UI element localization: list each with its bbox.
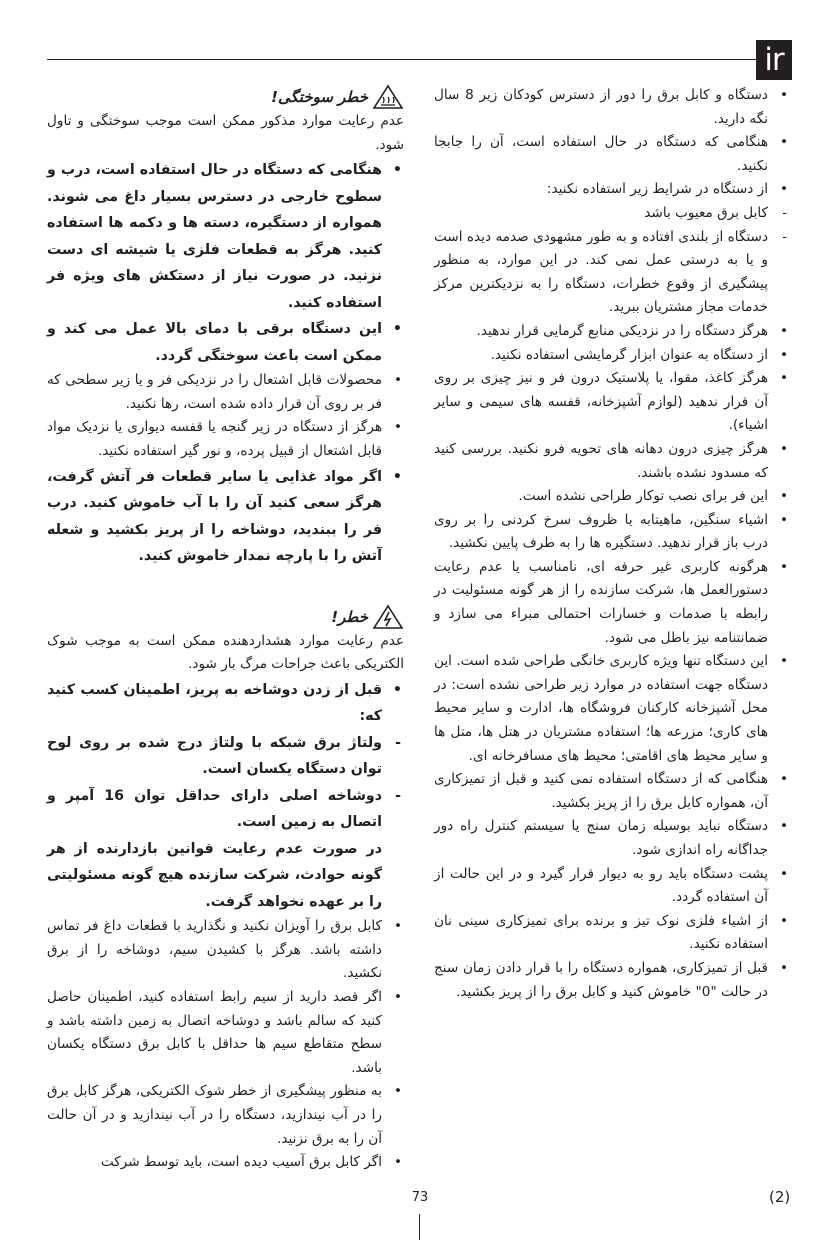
list-item: • قبل از تمیزکاری، همواره دستگاه را با قرار دادن زمان سنج در حالت "0" خاموش کنید و کابل برق را از پریز بکشید. — [434, 957, 790, 1004]
list-item: • دستگاه و کابل برق را دور از دسترس کودکان زیر 8 سال نگه دارید. — [434, 84, 790, 131]
left-column — [47, 84, 404, 1175]
burn-warning-title: خطر سوختگی! — [271, 88, 368, 106]
page-marker-line — [419, 1214, 420, 1240]
danger-warning-title: خطر! — [331, 607, 368, 626]
list-item: • محصولات قابل اشتعال را در نزدیکی فر و یا زیر سطحی که فر بر روی آن قرار داده شده است، رها نکنید. — [47, 369, 404, 416]
list-item: • این فر برای نصب توکار طراحی نشده است. — [434, 485, 790, 509]
list-item: - ولتاژ برق شبکه با ولتاژ درج شده بر روی لوح توان دستگاه یکسان است. — [47, 730, 404, 783]
right-column-list — [434, 84, 790, 1004]
right-column — [434, 84, 790, 1004]
document-code: (2) — [769, 1188, 791, 1206]
language-tab: ir — [756, 40, 792, 80]
list-item: • این دستگاه برقی با دمای بالا عمل می کند و ممکن است باعث سوختگی گردد. — [47, 316, 404, 369]
list-item: • اگر مواد غذایی یا سایر قطعات فر آتش گرفت، هرگز سعی کنید آن را با آب خاموش کنید. درب فر را ببندید، دوشاخه را از پریز بکشید و شعله آتش را با پارچه نمدار خاموش کنید. — [47, 464, 404, 570]
list-item: • از دستگاه به عنوان ابزار گرمایشی استفاده نکنید. — [434, 344, 790, 368]
list-item: • هنگامی که دستگاه در حال استفاده است، درب و سطوح خارجی در دسترس بسیار داغ می شوند. همواره از دستگیره، دسته ها و دکمه ها استفاده کنید. هرگز به قطعات فلزی یا شیشه ای دست نزنید. در صورت نیاز از دستکش های ویژه فر استفاده کنید. — [47, 157, 404, 316]
list-item: • از دستگاه در شرایط زیر استفاده نکنید: — [434, 178, 790, 202]
list-item: • قبل از زدن دوشاخه به پریز، اطمینان کسب کنید که: — [47, 677, 404, 730]
list-item: • کابل برق را آویزان نکنید و نگذارید با قطعات داغ فر تماس داشته باشد. هرگز با کشیدن سیم، دوشاخه را از برق نکشید. — [47, 915, 404, 986]
list-item: • پشت دستگاه باید رو به دیوار قرار گیرد و در این حالت از آن استفاده گردد. — [434, 863, 790, 910]
list-item: • هرگز دستگاه را در نزدیکی منابع گرمایی قرار ندهید. — [434, 320, 790, 344]
list-item: • هرگز از دستگاه در زیر گنجه یا قفسه دیواری یا نزدیک مواد قابل اشتعال از قبیل پرده، و نور گیر استفاده نکنید. — [47, 416, 404, 463]
burn-warning-heading — [47, 84, 404, 110]
list-item: • هرگز کاغذ، مقوا، یا پلاستیک درون فر و نیز چیزی بر روی آن قرار ندهید (لوازم آشپزخانه، قفسه های سیمی و سایر اشیاء). — [434, 367, 790, 438]
danger-warning-list — [47, 677, 404, 1175]
electric-shock-warning-icon — [372, 604, 404, 630]
list-item: • این دستگاه تنها ویژه کاربری خانگی طراحی شده است. این دستگاه جهت استفاده در موارد زیر طراحی نشده است: در محل آشپزخانه کارکنان فروشگاه ها، ادارت و سایر محیط های کاری؛ مزرعه ها؛ استفاده مشتریان در هتل ها، متل ها و سایر محیط های اقامتی؛ محیط های مسافرخانه ای. — [434, 650, 790, 768]
danger-warning-heading — [47, 604, 404, 630]
list-item: در صورت عدم رعایت قوانین بازدارنده از هر گونه حوادث، شرکت سازنده هیچ گونه مسئولیتی را بر عهده نخواهد گرفت. — [47, 840, 382, 910]
header-rule — [47, 59, 756, 60]
burn-warning-intro: عدم رعایت موارد مذکور ممکن است موجب سوختگی و تاول شود. — [47, 113, 404, 153]
list-item: - دستگاه از بلندی افتاده و به طور مشهودی صدمه دیده است و یا به درستی عمل نمی کند. در این موارد، به منظور پیشگیری از وقوع خطرات، دستگاه را به نزدیکترین مرکز خدمات مجاز مشتریان ببرید. — [434, 226, 790, 320]
list-item: • هنگامی که از دستگاه استفاده نمی کنید و قبل از تمیزکاری آن، همواره کابل برق را از پریز بکشید. — [434, 768, 790, 815]
list-item: • اشیاء سنگین، ماهیتابه یا ظروف سرخ کردنی را بر روی درب باز قرار ندهید. دستگیره ها را به طرف پایین نکشید. — [434, 509, 790, 556]
page-number: 73 — [411, 1190, 429, 1205]
list-item: • از اشیاء فلزی نوک تیز و برنده برای تمیزکاری سینی نان استفاده نکنید. — [434, 910, 790, 957]
list-item: • به منظور پیشگیری از خطر شوک الکتریکی، هرگز کابل برق را در آب نیندازید، دستگاه را در آب نیندازید و در آن حالت آن را به برق نزنید. — [47, 1080, 404, 1151]
list-item: - دوشاخه اصلی دارای حداقل توان 16 آمپر و اتصال به زمین است. — [47, 783, 404, 836]
hot-surface-warning-icon — [372, 84, 404, 110]
list-item: • هرگز چیزی درون دهانه های تحویه فرو نکنید. بررسی کنید که مسدود نشده باشند. — [434, 438, 790, 485]
list-item: • دستگاه نباید بوسیله زمان سنج یا سیستم کنترل راه دور جداگانه راه اندازی شود. — [434, 815, 790, 862]
burn-warning-list — [47, 157, 404, 569]
list-item: • اگر قصد دارید از سیم رابط استفاده کنید، اطمینان حاصل کنید که سالم باشد و دوشاخه اتصال به زمین داشته باشد و سطح متقاطع سیم ها حداقل با کابل برق دستگاه یکسان باشد. — [47, 986, 404, 1080]
list-item: • هنگامی که دستگاه در حال استفاده است، آن را جابجا نکنید. — [434, 131, 790, 178]
danger-warning-intro: عدم رعایت موارد هشداردهنده ممکن است به موجب شوک الکتریکی باعث جراحات مرگ بار شود. — [47, 632, 404, 673]
list-item: • هرگونه کاربری غیر حرفه ای، نامناسب یا عدم رعایت دستورالعمل ها، شرکت سازنده را از هر گونه مسئولیت در رابطه با صدمات و خسارات احتمالی مبراء می سازد و ضمانتنامه نیز باطل می شود. — [434, 556, 790, 650]
list-item: - کابل برق معیوب باشد — [434, 202, 790, 226]
list-item: • اگر کابل برق آسیب دیده است، باید توسط شرکت — [47, 1151, 404, 1175]
